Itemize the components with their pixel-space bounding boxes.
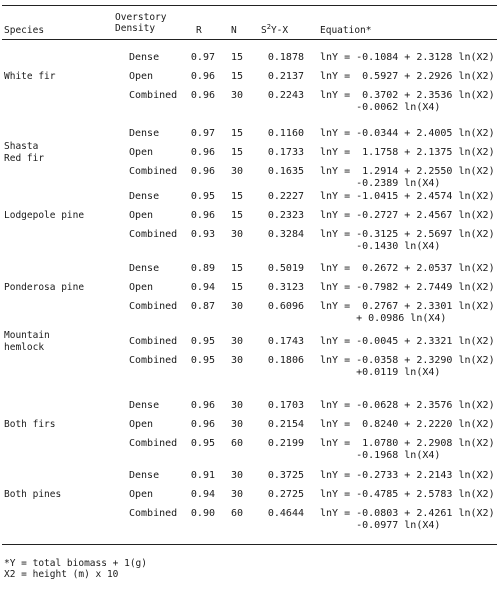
header-overstory-line1: Overstory xyxy=(115,12,167,23)
equation-line: lnY = 1.2914 + 2.2550 ln(X2) xyxy=(320,166,495,177)
equation-line: lnY = 0.2672 + 2.0537 ln(X2) xyxy=(320,263,495,274)
header-s2-prefix: S xyxy=(261,25,267,37)
n-cell: 30 xyxy=(231,90,244,101)
overstory-density-cell: Combined xyxy=(129,336,178,347)
s2yx-cell: 0.1160 xyxy=(267,128,304,139)
header-overstory xyxy=(115,12,166,34)
overstory-density-cell: Dense xyxy=(129,263,160,274)
overstory-density-cell: Combined xyxy=(129,301,178,312)
equation-line: lnY = -0.1084 + 2.3128 ln(X2) xyxy=(320,52,495,63)
equation-line: lnY = -0.0045 + 2.3321 ln(X2) xyxy=(320,336,495,347)
equation-line: lnY = -0.7982 + 2.7449 ln(X2) xyxy=(320,282,495,293)
n-cell: 60 xyxy=(231,438,244,449)
equation-line: + 0.0986 ln(X4) xyxy=(320,313,447,324)
equation-line: -0.0062 ln(X4) xyxy=(320,102,441,113)
species-label: Ponderosa pine xyxy=(4,282,85,293)
n-cell: 30 xyxy=(231,470,244,481)
r-cell: 0.95 xyxy=(190,191,215,202)
r-cell: 0.96 xyxy=(190,210,215,221)
overstory-density-cell: Open xyxy=(129,282,154,293)
r-cell: 0.90 xyxy=(190,508,215,519)
r-cell: 0.95 xyxy=(190,438,215,449)
n-cell: 30 xyxy=(231,419,244,430)
n-cell: 30 xyxy=(231,336,244,347)
n-cell: 30 xyxy=(231,489,244,500)
n-cell: 15 xyxy=(231,147,244,158)
r-cell: 0.96 xyxy=(190,400,215,411)
overstory-density-cell: Combined xyxy=(129,90,178,101)
equation-line: lnY = -0.2733 + 2.2143 ln(X2) xyxy=(320,470,495,481)
s2yx-cell: 0.2243 xyxy=(267,90,304,101)
header-overstory-line2: Density xyxy=(115,23,156,34)
header-species: Species xyxy=(4,25,45,36)
s2yx-cell: 0.4644 xyxy=(267,508,304,519)
overstory-density-cell: Combined xyxy=(129,508,178,519)
s2yx-cell: 0.3725 xyxy=(267,470,304,481)
r-cell: 0.94 xyxy=(190,282,215,293)
overstory-density-cell: Open xyxy=(129,71,154,82)
species-label: Mountain xyxy=(4,330,50,341)
overstory-density-cell: Dense xyxy=(129,400,160,411)
s2yx-cell: 0.2199 xyxy=(267,438,304,449)
header-top-rule xyxy=(2,5,497,6)
n-cell: 30 xyxy=(231,229,244,240)
species-label: Shasta xyxy=(4,141,39,152)
r-cell: 0.96 xyxy=(190,419,215,430)
s2yx-cell: 0.2154 xyxy=(267,419,304,430)
overstory-density-cell: Combined xyxy=(129,438,178,449)
header-s2yx xyxy=(261,22,288,36)
s2yx-cell: 0.2725 xyxy=(267,489,304,500)
footer-rule xyxy=(2,544,497,545)
equation-line: +0.0119 ln(X4) xyxy=(320,367,441,378)
r-cell: 0.89 xyxy=(190,263,215,274)
header-equation: Equation* xyxy=(320,25,372,36)
s2yx-cell: 0.1703 xyxy=(267,400,304,411)
s2yx-cell: 0.1806 xyxy=(267,355,304,366)
r-cell: 0.87 xyxy=(190,301,215,312)
species-label: hemlock xyxy=(4,342,45,353)
equation-line: lnY = 1.1758 + 2.1375 ln(X2) xyxy=(320,147,495,158)
n-cell: 30 xyxy=(231,301,244,312)
header-s2-sup: 2 xyxy=(266,23,271,31)
equation-line: lnY = -0.0358 + 2.3290 ln(X2) xyxy=(320,355,495,366)
r-cell: 0.97 xyxy=(190,52,215,63)
equation-line: -0.2389 ln(X4) xyxy=(320,178,441,189)
equation-line: lnY = -0.2727 + 2.4567 ln(X2) xyxy=(320,210,495,221)
equation-line: lnY = 0.3702 + 2.3536 ln(X2) xyxy=(320,90,495,101)
s2yx-cell: 0.6096 xyxy=(267,301,304,312)
species-label: Lodgepole pine xyxy=(4,210,85,221)
s2yx-cell: 0.1635 xyxy=(267,166,304,177)
equation-line: lnY = 1.0780 + 2.2908 ln(X2) xyxy=(320,438,495,449)
overstory-density-cell: Open xyxy=(129,419,154,430)
r-cell: 0.96 xyxy=(190,90,215,101)
s2yx-cell: 0.1743 xyxy=(267,336,304,347)
equation-line: -0.1968 ln(X4) xyxy=(320,450,441,461)
s2yx-cell: 0.2137 xyxy=(267,71,304,82)
s2yx-cell: 0.5019 xyxy=(267,263,304,274)
s2yx-cell: 0.3284 xyxy=(267,229,304,240)
r-cell: 0.93 xyxy=(190,229,215,240)
r-cell: 0.95 xyxy=(190,355,215,366)
equation-line: -0.0977 ln(X4) xyxy=(320,520,441,531)
equation-line: lnY = -1.0415 + 2.4574 ln(X2) xyxy=(320,191,495,202)
equation-line: lnY = -0.0803 + 2.4261 ln(X2) xyxy=(320,508,495,519)
s2yx-cell: 0.2227 xyxy=(267,191,304,202)
n-cell: 60 xyxy=(231,508,244,519)
n-cell: 15 xyxy=(231,52,244,63)
equation-line: lnY = -0.4785 + 2.5783 ln(X2) xyxy=(320,489,495,500)
species-label: Red fir xyxy=(4,153,45,164)
equation-line: -0.1430 ln(X4) xyxy=(320,241,441,252)
species-label: Both firs xyxy=(4,419,56,430)
r-cell: 0.94 xyxy=(190,489,215,500)
n-cell: 15 xyxy=(231,263,244,274)
overstory-density-cell: Dense xyxy=(129,52,160,63)
r-cell: 0.91 xyxy=(190,470,215,481)
s2yx-cell: 0.3123 xyxy=(267,282,304,293)
r-cell: 0.96 xyxy=(190,166,215,177)
equation-line: lnY = -0.0344 + 2.4005 ln(X2) xyxy=(320,128,495,139)
r-cell: 0.96 xyxy=(190,147,215,158)
equation-line: lnY = -0.3125 + 2.5697 ln(X2) xyxy=(320,229,495,240)
header-r: R xyxy=(196,25,202,36)
s2yx-cell: 0.1733 xyxy=(267,147,304,158)
n-cell: 15 xyxy=(231,282,244,293)
s2yx-cell: 0.2323 xyxy=(267,210,304,221)
footnote-x2: X2 = height (m) x 10 xyxy=(4,569,119,580)
s2yx-cell: 0.1878 xyxy=(267,52,304,63)
header-n: N xyxy=(231,25,237,36)
header-bottom-rule xyxy=(2,39,497,40)
overstory-density-cell: Combined xyxy=(129,229,178,240)
r-cell: 0.95 xyxy=(190,336,215,347)
overstory-density-cell: Combined xyxy=(129,166,178,177)
n-cell: 15 xyxy=(231,191,244,202)
n-cell: 30 xyxy=(231,166,244,177)
footnote-y: *Y = total biomass + 1(g) xyxy=(4,558,147,569)
overstory-density-cell: Open xyxy=(129,147,154,158)
r-cell: 0.96 xyxy=(190,71,215,82)
n-cell: 15 xyxy=(231,210,244,221)
equation-line: lnY = -0.0628 + 2.3576 ln(X2) xyxy=(320,400,495,411)
species-label: Both pines xyxy=(4,489,62,500)
overstory-density-cell: Dense xyxy=(129,191,160,202)
header-s2-suffix: Y-X xyxy=(270,25,289,37)
n-cell: 30 xyxy=(231,355,244,366)
equation-line: lnY = 0.8240 + 2.2220 ln(X2) xyxy=(320,419,495,430)
overstory-density-cell: Dense xyxy=(129,470,160,481)
equation-line: lnY = 0.2767 + 2.3301 ln(X2) xyxy=(320,301,495,312)
n-cell: 30 xyxy=(231,400,244,411)
overstory-density-cell: Open xyxy=(129,210,154,221)
species-label: White fir xyxy=(4,71,56,82)
overstory-density-cell: Dense xyxy=(129,128,160,139)
r-cell: 0.97 xyxy=(190,128,215,139)
n-cell: 15 xyxy=(231,128,244,139)
overstory-density-cell: Combined xyxy=(129,355,178,366)
equation-line: lnY = 0.5927 + 2.2926 ln(X2) xyxy=(320,71,495,82)
n-cell: 15 xyxy=(231,71,244,82)
overstory-density-cell: Open xyxy=(129,489,154,500)
